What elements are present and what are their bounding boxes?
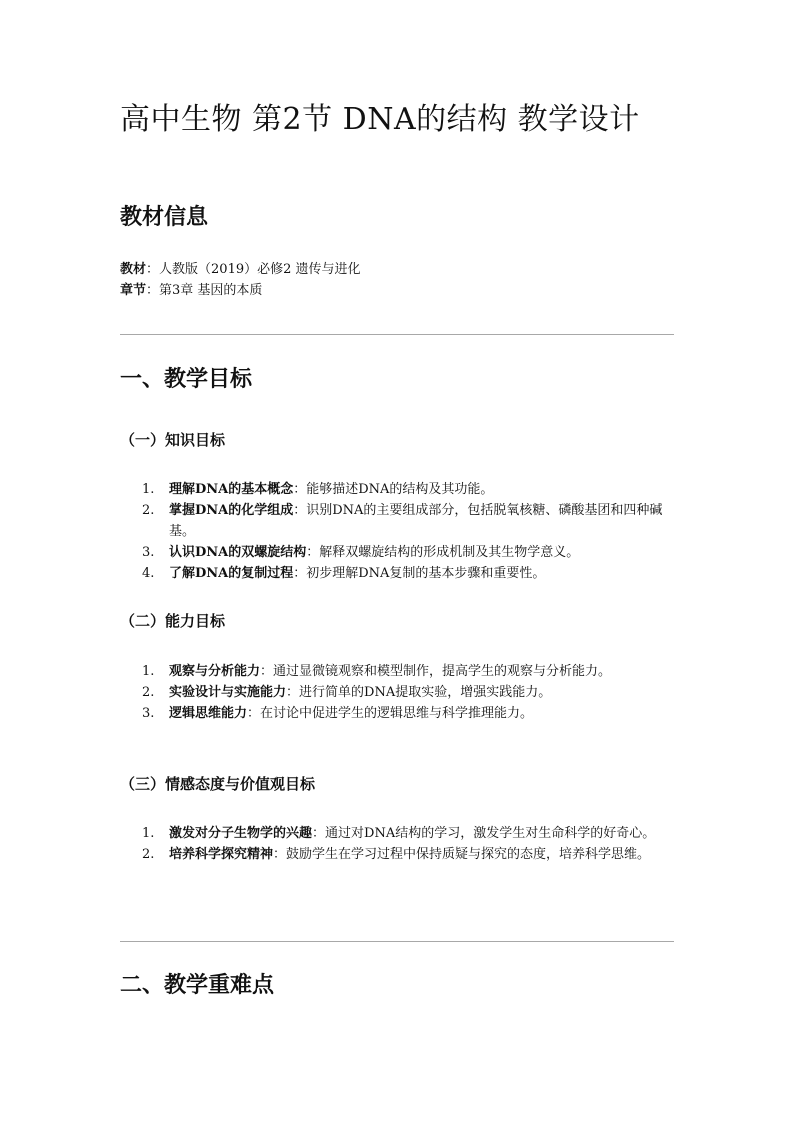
list-item (120, 661, 674, 682)
section-divider (120, 941, 674, 942)
list-item-text: ：识别DNA的主要组成部分，包括脱氧核糖、磷酸基团和四种碱基。 (169, 503, 663, 539)
list-item-text: ：在讨论中促进学生的逻辑思维与科学推理能力。 (247, 706, 534, 721)
textbook-value: 人教版（2019）必修2 遗传与进化 (159, 262, 361, 277)
list-item (120, 844, 674, 865)
list-item (120, 563, 674, 584)
list-item-term: 实验设计与实施能力 (169, 685, 287, 700)
list-item-number: 4. (142, 566, 155, 581)
textbook-line (120, 259, 361, 280)
section-divider (120, 334, 674, 335)
chapter-line (120, 280, 361, 301)
list-item-text: ：进行简单的DNA提取实验，增强实践能力。 (286, 685, 552, 700)
list-item-term: 逻辑思维能力 (169, 706, 248, 721)
list-item (120, 542, 674, 563)
list-item-number: 1. (142, 826, 155, 841)
list-item (120, 703, 674, 724)
list-item-text: ：能够描述DNA的结构及其功能。 (293, 482, 494, 497)
list-item-number: 2. (142, 685, 155, 700)
list-item-term: 观察与分析能力 (169, 664, 261, 679)
ability-goals-list (120, 661, 674, 724)
list-item (120, 500, 674, 542)
knowledge-goals-heading: （一）知识目标 (120, 431, 226, 449)
emotion-goals-list (120, 823, 674, 865)
textbook-separator: ： (146, 262, 160, 277)
ability-goals-heading: （二）能力目标 (120, 612, 226, 630)
list-item-term: 掌握DNA的化学组成 (169, 503, 294, 518)
textbook-info-block (120, 259, 361, 301)
list-item-number: 2. (142, 503, 155, 518)
emotion-goals-heading: （三）情感态度与价值观目标 (120, 775, 316, 793)
list-item-number: 1. (142, 664, 155, 679)
list-item (120, 479, 674, 500)
list-item-term: 培养科学探究精神 (169, 847, 274, 862)
section2-heading: 二、教学重难点 (120, 972, 275, 998)
chapter-label: 章节 (120, 283, 147, 298)
list-item-text: ：初步理解DNA复制的基本步骤和重要性。 (293, 566, 546, 581)
document-title: 高中生物 第2节 DNA的结构 教学设计 (120, 102, 640, 137)
list-item-number: 2. (142, 847, 155, 862)
list-item (120, 823, 674, 844)
list-item-term: 理解DNA的基本概念 (169, 482, 294, 497)
list-item-text: ：通过显微镜观察和模型制作，提高学生的观察与分析能力。 (260, 664, 612, 679)
textbook-info-heading: 教材信息 (120, 204, 209, 230)
knowledge-goals-list (120, 479, 674, 584)
list-item-number: 3. (142, 545, 155, 560)
list-item-term: 认识DNA的双螺旋结构 (169, 545, 307, 560)
list-item-term: 了解DNA的复制过程 (169, 566, 294, 581)
list-item-text: ：鼓励学生在学习过程中保持质疑与探究的态度，培养科学思维。 (273, 847, 651, 862)
list-item (120, 682, 674, 703)
list-item-term: 激发对分子生物学的兴趣 (169, 826, 313, 841)
textbook-label: 教材 (120, 262, 147, 277)
list-item-text: ：通过对DNA结构的学习，激发学生对生命科学的好奇心。 (312, 826, 656, 841)
chapter-separator: ： (146, 283, 160, 298)
list-item-number: 1. (142, 482, 155, 497)
section1-heading: 一、教学目标 (120, 366, 253, 392)
chapter-value: 第3章 基因的本质 (159, 283, 263, 298)
list-item-number: 3. (142, 706, 155, 721)
list-item-text: ：解释双螺旋结构的形成机制及其生物学意义。 (306, 545, 580, 560)
